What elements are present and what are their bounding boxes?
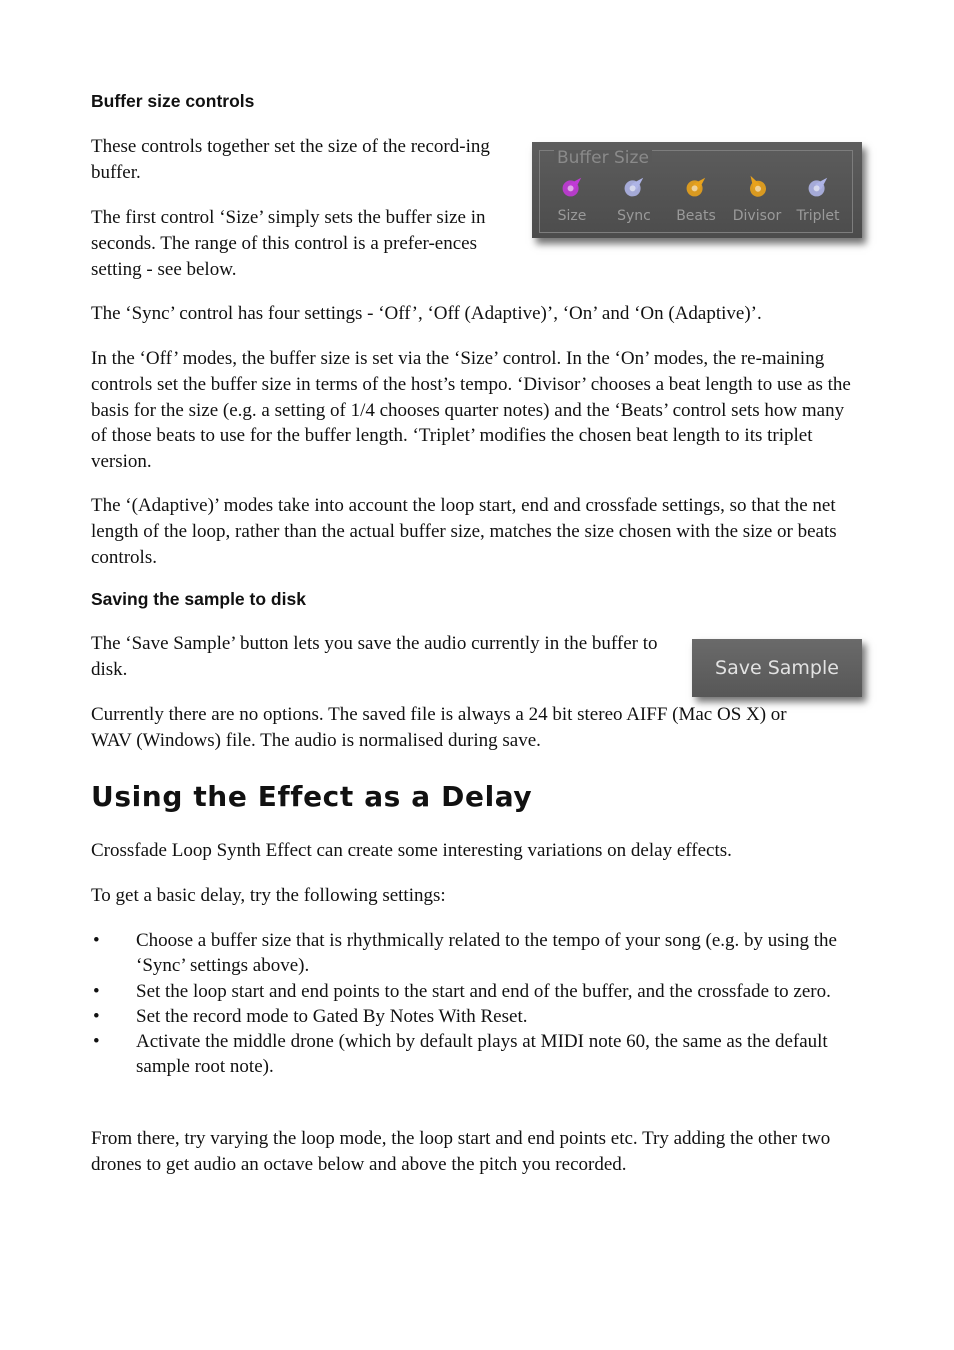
bullet-icon: •	[93, 1031, 100, 1053]
bullet-icon: •	[93, 980, 100, 1002]
knob-divisor-icon[interactable]	[742, 172, 772, 202]
paragraph-buffer-intro: These controls together set the size of the record-ing buffer.	[91, 136, 490, 183]
section-heading-delay: Using the Effect as a Delay	[91, 780, 533, 813]
bullet-icon: •	[93, 1005, 100, 1027]
knob-sync-icon[interactable]	[619, 172, 649, 202]
section-heading-saving: Saving the sample to disk	[91, 589, 306, 609]
buffer-size-title: Buffer Size	[554, 150, 652, 167]
paragraph-sync-control: The ‘Sync’ control has four settings - ‘Off’, ‘Off (Adaptive)’, ‘On’ and ‘On (Adaptive)’.	[91, 303, 762, 324]
list-item: • Choose a buffer size that is rhythmically related to the tempo of your song (e.g. by using the ‘Sync’ settings above).	[93, 930, 837, 977]
knob-sync-label: Sync	[617, 208, 651, 224]
list-item: • Activate the middle drone (which by default plays at MIDI note 60, the same as the default sample root note).	[93, 1031, 828, 1078]
knob-beats-label: Beats	[676, 208, 716, 224]
paragraph-delay-settings: To get a basic delay, try the following settings:	[91, 885, 446, 906]
paragraph-delay-variations: From there, try varying the loop mode, the loop start and end points etc. Try adding the other two drones to get audio an octave below and above the pitch you recorded.	[91, 1128, 831, 1175]
section-heading-buffer-size: Buffer size controls	[91, 91, 255, 111]
save-sample-button[interactable]: Save Sample	[692, 639, 862, 697]
paragraph-off-on-modes: In the ‘Off’ modes, the buffer size is set via the ‘Size’ control. In the ‘On’ modes, the re-maining controls set the buffer size in terms of the host’s tempo. ‘Divisor’ chooses a beat length to use as the basis for the size (e.g. a setting of 1/4 chooses quarter notes) and the ‘Beats’ control sets how many of those beats to use for the buffer length. ‘Triplet’ modifies the chosen beat length to its triplet version.	[91, 348, 851, 473]
paragraph-size-control: The first control ‘Size’ simply sets the buffer size in seconds. The range of this control is a prefer-ences setting - see below.	[91, 207, 486, 280]
knob-triplet-icon[interactable]	[803, 172, 833, 202]
buffer-size-panel	[532, 142, 862, 238]
delay-settings-list	[91, 928, 851, 1080]
knob-triplet-label: Triplet	[796, 208, 840, 224]
paragraph-delay-intro: Crossfade Loop Synth Effect can create some interesting variations on delay effects.	[91, 840, 732, 861]
knob-size-icon[interactable]	[557, 172, 587, 202]
knob-beats-icon[interactable]	[681, 172, 711, 202]
bullet-icon: •	[93, 930, 100, 951]
list-item: • Set the loop start and end points to the start and end of the buffer, and the crossfade to zero.	[91, 979, 851, 1004]
knob-divisor-label: Divisor	[732, 208, 782, 224]
knob-size-label: Size	[557, 208, 587, 224]
paragraph-save-button: The ‘Save Sample’ button lets you save the audio currently in the buffer to disk.	[91, 633, 658, 680]
paragraph-adaptive-modes: The ‘(Adaptive)’ modes take into account the loop start, end and crossfade settings, so that the net length of the loop, rather than the actual buffer size, matches the size chosen with the size or beats controls.	[91, 495, 837, 568]
paragraph-save-format: Currently there are no options. The saved file is always a 24 bit stereo AIFF (Mac OS X) or WAV (Windows) file. The audio is normalised during save.	[91, 704, 787, 751]
list-item: • Set the record mode to Gated By Notes With Reset.	[91, 1004, 851, 1029]
